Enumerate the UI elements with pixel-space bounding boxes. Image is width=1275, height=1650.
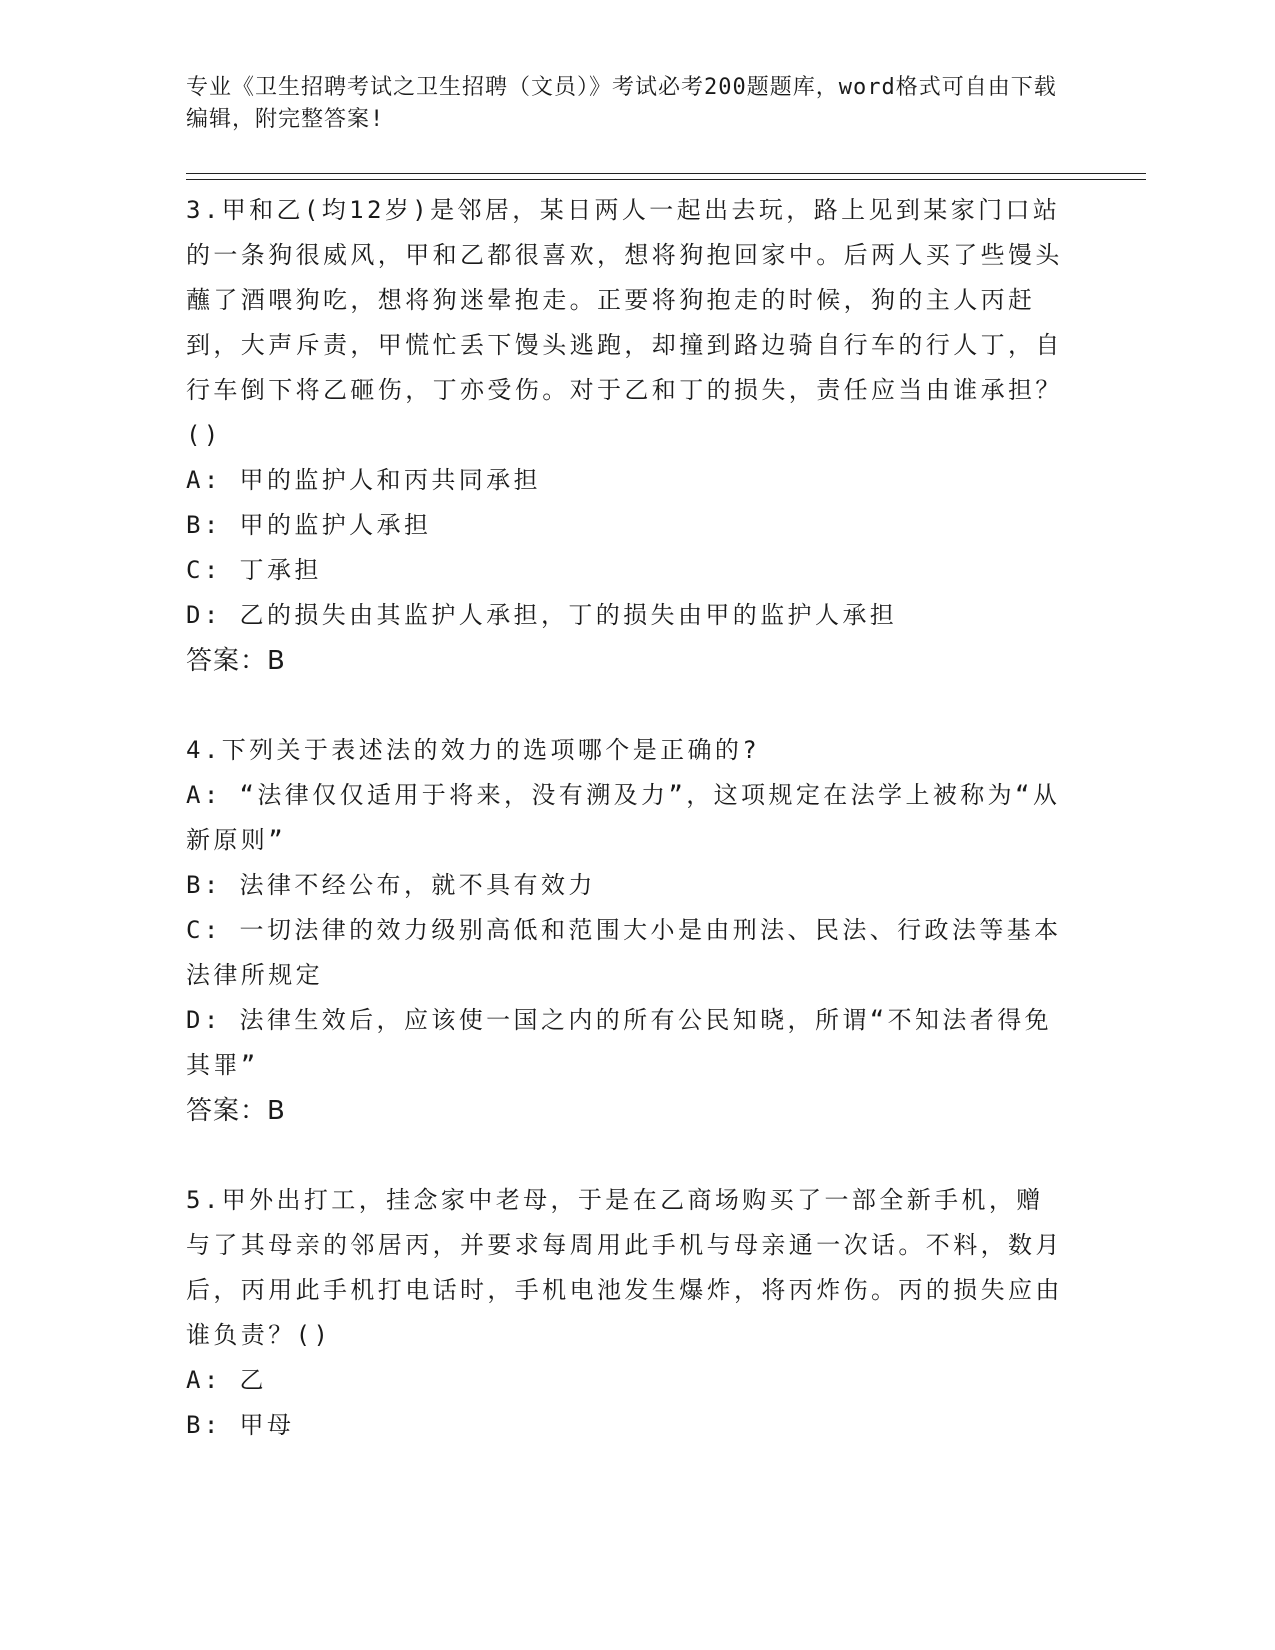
block-spacer: [186, 1134, 1066, 1178]
answer-line: 答案：B: [186, 1096, 286, 1126]
question-stem: 3.甲和乙(均12岁)是邻居，某日两人一起出去玩，路上见到某家门口站的一条狗很威风，甲和乙都很喜欢，想将狗抱回家中。后两人买了些馒头蘸了酒喂狗吃，想将狗迷晕抱走。正要将狗抱走的时候，狗的主人丙赶到，大声斥责，甲慌忙丢下馒头逃跑，却撞到路边骑自行车的行人丁，自行车倒下将乙砸伤，丁亦受伤。对于乙和丁的损失，责任应当由谁承担？(): [186, 196, 1063, 449]
option-a: A: “法律仅仅适用于将来，没有溯及力”，这项规定在法学上被称为“从新原则”: [186, 781, 1061, 854]
option-a: A: 甲的监护人和丙共同承担: [186, 466, 541, 494]
question-stem: 5.甲外出打工，挂念家中老母，于是在乙商场购买了一部全新手机，赠与了其母亲的邻居丙，并要求每周用此手机与母亲通一次话。不料，数月后，丙用此手机打电话时，手机电池发生爆炸，将丙炸伤。丙的损失应由谁负责？(): [186, 1186, 1063, 1349]
header-divider-top: [186, 173, 1146, 174]
question-list: [186, 188, 1066, 1448]
question-block-4: [186, 728, 1066, 1134]
question-block-3: [186, 188, 1066, 684]
document-header: 专业《卫生招聘考试之卫生招聘（文员）》考试必考200题题库，word格式可自由下载编辑，附完整答案!: [186, 75, 1057, 132]
answer-line: 答案：B: [186, 646, 286, 676]
option-c: C: 一切法律的效力级别高低和范围大小是由刑法、民法、行政法等基本法律所规定: [186, 916, 1062, 989]
block-spacer: [186, 684, 1066, 728]
option-c: C: 丁承担: [186, 556, 322, 584]
option-d: D: 法律生效后，应该使一国之内的所有公民知晓，所谓“不知法者得免其罪”: [186, 1006, 1052, 1079]
option-b: B: 法律不经公布，就不具有效力: [186, 871, 596, 899]
question-block-5: [186, 1178, 1066, 1448]
option-d: D: 乙的损失由其监护人承担，丁的损失由甲的监护人承担: [186, 601, 898, 629]
header-divider-bottom: [186, 179, 1146, 180]
option-b: B: 甲的监护人承担: [186, 511, 432, 539]
question-stem: 4.下列关于表述法的效力的选项哪个是正确的?: [186, 736, 761, 764]
option-a: A: 乙: [186, 1366, 267, 1394]
option-b: B: 甲母: [186, 1411, 295, 1439]
